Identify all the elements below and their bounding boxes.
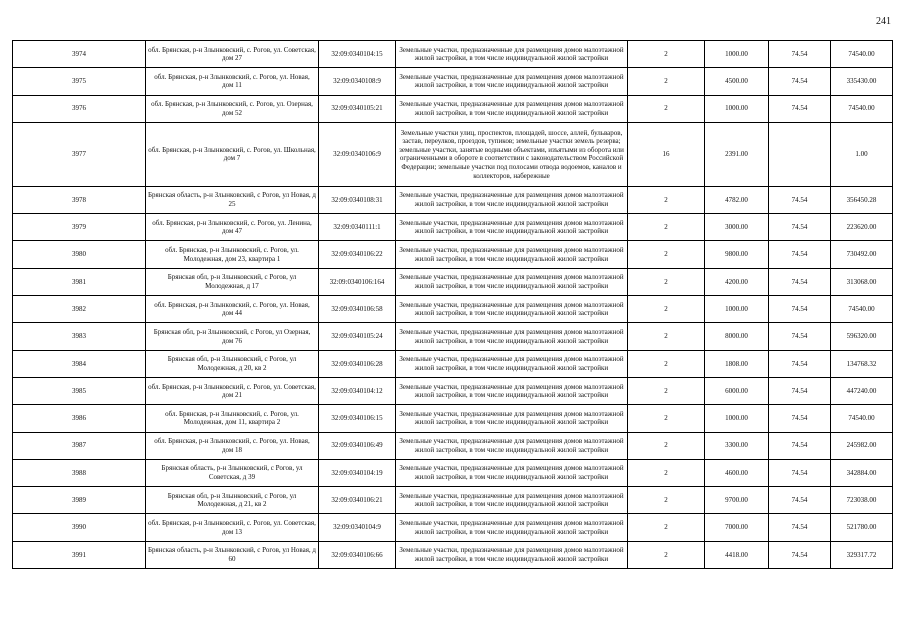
- rate-cell: 74.54: [769, 95, 831, 122]
- address-cell: обл. Брянская, р-н Злынковский, с. Рогов, ул. Молодежная, дом 11, квартира 2: [146, 405, 319, 432]
- cadastral-value-cell: 74540.00: [831, 296, 893, 323]
- area-cell: 9800.00: [705, 241, 769, 268]
- address-cell: Брянская обл, р-н Злынковский, с Рогов, ул Озерная, дом 76: [146, 323, 319, 350]
- table-row: [13, 323, 893, 350]
- cadastral-number-cell: 32:09:0340106:58: [319, 296, 396, 323]
- land-use-cell: Земельные участки, предназначенные для размещения домов малоэтажной жилой застройки, в том числе индивидуальной жилой застройки: [396, 323, 628, 350]
- row-number-cell: 3986: [13, 405, 146, 432]
- address-cell: обл. Брянская, р-н Злынковский, с. Рогов, ул. Советская, дом 27: [146, 41, 319, 68]
- cadastral-value-cell: 245982.00: [831, 432, 893, 459]
- land-use-cell: Земельные участки, предназначенные для размещения домов малоэтажной жилой застройки, в том числе индивидуальной жилой застройки: [396, 268, 628, 295]
- rate-cell: 74.54: [769, 296, 831, 323]
- row-number-cell: 3987: [13, 432, 146, 459]
- area-cell: 2391.00: [705, 122, 769, 186]
- address-cell: Брянская обл, р-н Злынковский, с Рогов, ул Молодежная, д 20, кв 2: [146, 350, 319, 377]
- group-code-cell: 2: [628, 541, 705, 568]
- land-use-cell: Земельные участки, предназначенные для размещения домов малоэтажной жилой застройки, в том числе индивидуальной жилой застройки: [396, 514, 628, 541]
- land-use-cell: Земельные участки, предназначенные для размещения домов малоэтажной жилой застройки, в том числе индивидуальной жилой застройки: [396, 214, 628, 241]
- group-code-cell: 2: [628, 214, 705, 241]
- group-code-cell: 2: [628, 68, 705, 95]
- rate-cell: 74.54: [769, 214, 831, 241]
- cadastral-number-cell: 32:09:0340104:19: [319, 459, 396, 486]
- area-cell: 3300.00: [705, 432, 769, 459]
- table-row: [13, 214, 893, 241]
- row-number-cell: 3983: [13, 323, 146, 350]
- area-cell: 6000.00: [705, 377, 769, 404]
- cadastral-number-cell: 32:09:0340106:15: [319, 405, 396, 432]
- table-row: [13, 432, 893, 459]
- cadastral-number-cell: 32:09:0340106:28: [319, 350, 396, 377]
- cadastral-value-cell: 596320.00: [831, 323, 893, 350]
- area-cell: 9700.00: [705, 487, 769, 514]
- cadastral-value-cell: 730492.00: [831, 241, 893, 268]
- group-code-cell: 2: [628, 241, 705, 268]
- table-row: [13, 268, 893, 295]
- rate-cell: 74.54: [769, 487, 831, 514]
- area-cell: 1000.00: [705, 95, 769, 122]
- cadastral-value-cell: 74540.00: [831, 405, 893, 432]
- group-code-cell: 2: [628, 323, 705, 350]
- table-row: [13, 514, 893, 541]
- address-cell: Брянская область, р-н Злынковский, с Рогов, ул Новая, д 60: [146, 541, 319, 568]
- row-number-cell: 3976: [13, 95, 146, 122]
- address-cell: Брянская область, р-н Злынковский, с Рогов, ул Советская, д 39: [146, 459, 319, 486]
- row-number-cell: 3990: [13, 514, 146, 541]
- rate-cell: 74.54: [769, 377, 831, 404]
- page-number: 241: [876, 16, 891, 27]
- rate-cell: 74.54: [769, 350, 831, 377]
- group-code-cell: 16: [628, 122, 705, 186]
- group-code-cell: 2: [628, 432, 705, 459]
- row-number-cell: 3984: [13, 350, 146, 377]
- area-cell: 4418.00: [705, 541, 769, 568]
- land-use-cell: Земельные участки, предназначенные для размещения домов малоэтажной жилой застройки, в том числе индивидуальной жилой застройки: [396, 68, 628, 95]
- group-code-cell: 2: [628, 487, 705, 514]
- table-row: [13, 95, 893, 122]
- table-row: [13, 241, 893, 268]
- row-number-cell: 3978: [13, 186, 146, 213]
- land-use-cell: Земельные участки, предназначенные для размещения домов малоэтажной жилой застройки, в том числе индивидуальной жилой застройки: [396, 95, 628, 122]
- group-code-cell: 2: [628, 514, 705, 541]
- cadastral-number-cell: 32:09:0340108:31: [319, 186, 396, 213]
- address-cell: Брянская обл, р-н Злынковский, с Рогов, ул Молодежная, д 17: [146, 268, 319, 295]
- land-use-cell: Земельные участки, предназначенные для размещения домов малоэтажной жилой застройки, в том числе индивидуальной жилой застройки: [396, 350, 628, 377]
- cadastral-value-cell: 342884.00: [831, 459, 893, 486]
- rate-cell: 74.54: [769, 241, 831, 268]
- table-body: [13, 41, 893, 569]
- row-number-cell: 3980: [13, 241, 146, 268]
- address-cell: обл. Брянская, р-н Злынковский, с. Рогов, ул. Молодежная, дом 23, квартира 1: [146, 241, 319, 268]
- row-number-cell: 3979: [13, 214, 146, 241]
- cadastral-number-cell: 32:09:0340108:9: [319, 68, 396, 95]
- address-cell: обл. Брянская, р-н Злынковский, с. Рогов, ул. Школьная, дом 7: [146, 122, 319, 186]
- cadastral-value-cell: 329317.72: [831, 541, 893, 568]
- rate-cell: 74.54: [769, 323, 831, 350]
- rate-cell: 74.54: [769, 432, 831, 459]
- table-row: [13, 68, 893, 95]
- cadastral-value-cell: 74540.00: [831, 95, 893, 122]
- cadastral-number-cell: 32:09:0340106:21: [319, 487, 396, 514]
- address-cell: обл. Брянская, р-н Злынковский, с. Рогов, ул. Новая, дом 18: [146, 432, 319, 459]
- area-cell: 7000.00: [705, 514, 769, 541]
- table-row: [13, 459, 893, 486]
- row-number-cell: 3975: [13, 68, 146, 95]
- cadastral-number-cell: 32:09:0340105:21: [319, 95, 396, 122]
- area-cell: 1000.00: [705, 405, 769, 432]
- cadastral-value-cell: 1.00: [831, 122, 893, 186]
- cadastral-value-cell: 313068.00: [831, 268, 893, 295]
- rate-cell: 74.54: [769, 405, 831, 432]
- group-code-cell: 2: [628, 95, 705, 122]
- rate-cell: 74.54: [769, 186, 831, 213]
- land-use-cell: Земельные участки, предназначенные для размещения домов малоэтажной жилой застройки, в том числе индивидуальной жилой застройки: [396, 459, 628, 486]
- land-plots-table: [12, 40, 893, 569]
- table-row: [13, 296, 893, 323]
- address-cell: обл. Брянская, р-н Злынковский, с. Рогов, ул. Новая, дом 44: [146, 296, 319, 323]
- cadastral-value-cell: 723038.00: [831, 487, 893, 514]
- cadastral-value-cell: 223620.00: [831, 214, 893, 241]
- area-cell: 1000.00: [705, 41, 769, 68]
- row-number-cell: 3977: [13, 122, 146, 186]
- group-code-cell: 2: [628, 296, 705, 323]
- rate-cell: 74.54: [769, 68, 831, 95]
- land-use-cell: Земельные участки, предназначенные для размещения домов малоэтажной жилой застройки, в том числе индивидуальной жилой застройки: [396, 541, 628, 568]
- row-number-cell: 3974: [13, 41, 146, 68]
- row-number-cell: 3988: [13, 459, 146, 486]
- group-code-cell: 2: [628, 405, 705, 432]
- address-cell: обл. Брянская, р-н Злынковский, с. Рогов, ул. Советская, дом 21: [146, 377, 319, 404]
- cadastral-number-cell: 32:09:0340104:12: [319, 377, 396, 404]
- land-use-cell: Земельные участки, предназначенные для размещения домов малоэтажной жилой застройки, в том числе индивидуальной жилой застройки: [396, 241, 628, 268]
- cadastral-number-cell: 32:09:0340105:24: [319, 323, 396, 350]
- cadastral-number-cell: 32:09:0340104:15: [319, 41, 396, 68]
- cadastral-number-cell: 32:09:0340104:9: [319, 514, 396, 541]
- cadastral-number-cell: 32:09:0340106:22: [319, 241, 396, 268]
- row-number-cell: 3982: [13, 296, 146, 323]
- cadastral-value-cell: 335430.00: [831, 68, 893, 95]
- cadastral-number-cell: 32:09:0340106:9: [319, 122, 396, 186]
- cadastral-value-cell: 356450.28: [831, 186, 893, 213]
- cadastral-value-cell: 134768.32: [831, 350, 893, 377]
- land-use-cell: Земельные участки, предназначенные для размещения домов малоэтажной жилой застройки, в том числе индивидуальной жилой застройки: [396, 487, 628, 514]
- rate-cell: 74.54: [769, 268, 831, 295]
- address-cell: Брянская обл, р-н Злынковский, с Рогов, ул Молодежная, д 21, кв 2: [146, 487, 319, 514]
- rate-cell: 74.54: [769, 514, 831, 541]
- table-row: [13, 350, 893, 377]
- group-code-cell: 2: [628, 268, 705, 295]
- area-cell: 1808.00: [705, 350, 769, 377]
- area-cell: 4600.00: [705, 459, 769, 486]
- rate-cell: 74.54: [769, 41, 831, 68]
- group-code-cell: 2: [628, 459, 705, 486]
- land-use-cell: Земельные участки, предназначенные для размещения домов малоэтажной жилой застройки, в том числе индивидуальной жилой застройки: [396, 405, 628, 432]
- table-row: [13, 377, 893, 404]
- land-use-cell: Земельные участки, предназначенные для размещения домов малоэтажной жилой застройки, в том числе индивидуальной жилой застройки: [396, 432, 628, 459]
- cadastral-number-cell: 32:09:0340106:49: [319, 432, 396, 459]
- cadastral-value-cell: 521780.00: [831, 514, 893, 541]
- table-row: [13, 41, 893, 68]
- area-cell: 8000.00: [705, 323, 769, 350]
- area-cell: 4782.00: [705, 186, 769, 213]
- rate-cell: 74.54: [769, 459, 831, 486]
- area-cell: 1000.00: [705, 296, 769, 323]
- land-use-cell: Земельные участки, предназначенные для размещения домов малоэтажной жилой застройки, в том числе индивидуальной жилой застройки: [396, 377, 628, 404]
- group-code-cell: 2: [628, 377, 705, 404]
- address-cell: обл. Брянская, р-н Злынковский, с. Рогов, ул. Озерная, дом 52: [146, 95, 319, 122]
- cadastral-number-cell: 32:09:0340106:164: [319, 268, 396, 295]
- area-cell: 3000.00: [705, 214, 769, 241]
- cadastral-value-cell: 447240.00: [831, 377, 893, 404]
- area-cell: 4200.00: [705, 268, 769, 295]
- cadastral-number-cell: 32:09:0340106:66: [319, 541, 396, 568]
- cadastral-number-cell: 32:09:0340111:1: [319, 214, 396, 241]
- group-code-cell: 2: [628, 41, 705, 68]
- land-use-cell: Земельные участки улиц, проспектов, площадей, шоссе, аллей, бульваров, застав, переулков, проездов, тупиков; земельные участки земель резерва; земельные участки, занятые водными объектами, изъятыми из оборота или ограниченными в обороте в соответствии с законодательством Российской Федерации; земельные участки под полосами отвода водоемов, каналов и коллекторов, набережные: [396, 122, 628, 186]
- table-row: [13, 487, 893, 514]
- table-row: [13, 122, 893, 186]
- table-row: [13, 541, 893, 568]
- row-number-cell: 3991: [13, 541, 146, 568]
- land-use-cell: Земельные участки, предназначенные для размещения домов малоэтажной жилой застройки, в том числе индивидуальной жилой застройки: [396, 41, 628, 68]
- rate-cell: 74.54: [769, 541, 831, 568]
- group-code-cell: 2: [628, 186, 705, 213]
- address-cell: обл. Брянская, р-н Злынковский, с. Рогов, ул. Новая, дом 11: [146, 68, 319, 95]
- row-number-cell: 3985: [13, 377, 146, 404]
- cadastral-value-cell: 74540.00: [831, 41, 893, 68]
- address-cell: обл. Брянская, р-н Злынковский, с. Рогов, ул. Советская, дом 13: [146, 514, 319, 541]
- group-code-cell: 2: [628, 350, 705, 377]
- row-number-cell: 3989: [13, 487, 146, 514]
- row-number-cell: 3981: [13, 268, 146, 295]
- table-row: [13, 186, 893, 213]
- land-use-cell: Земельные участки, предназначенные для размещения домов малоэтажной жилой застройки, в том числе индивидуальной жилой застройки: [396, 186, 628, 213]
- rate-cell: [769, 122, 831, 186]
- land-use-cell: Земельные участки, предназначенные для размещения домов малоэтажной жилой застройки, в том числе индивидуальной жилой застройки: [396, 296, 628, 323]
- area-cell: 4500.00: [705, 68, 769, 95]
- table-row: [13, 405, 893, 432]
- address-cell: Брянская область, р-н Злынковский, с Рогов, ул Новая, д 25: [146, 186, 319, 213]
- address-cell: обл. Брянская, р-н Злынковский, с. Рогов, ул. Ленина, дом 47: [146, 214, 319, 241]
